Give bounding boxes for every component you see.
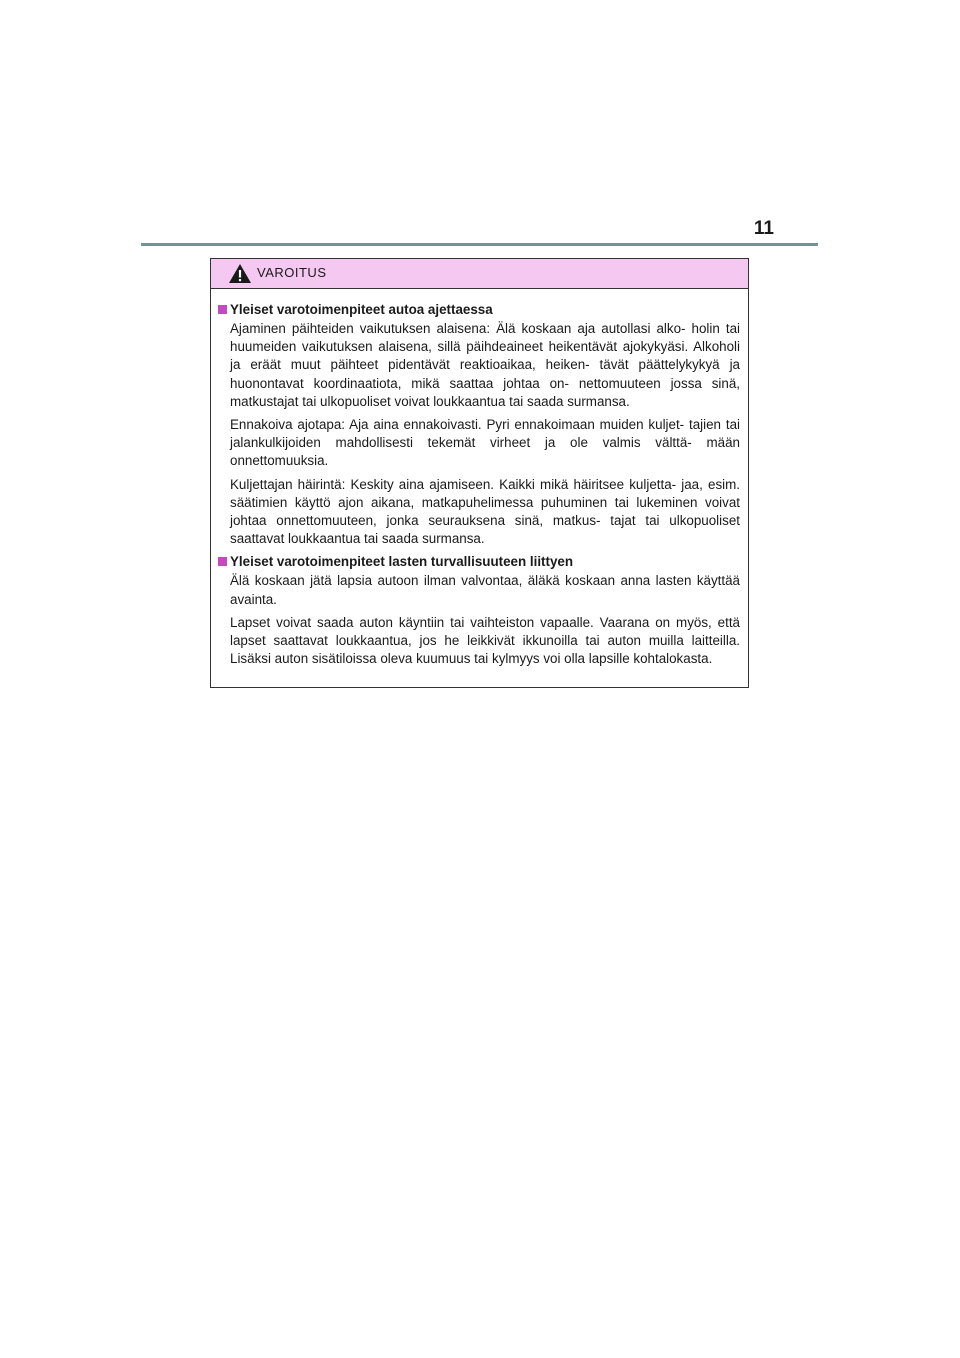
paragraph-defensive-driving: Ennakoiva ajotapa: Aja aina ennakoivasti. Pyri ennakoimaan muiden kuljet- tajien tai jalankulkijoiden mahdollisesti tekemät virheet ja ole valmis välttä- mään onnettomuuksia. bbox=[230, 417, 740, 469]
square-bullet-icon bbox=[218, 305, 227, 314]
section-heading bbox=[216, 553, 740, 571]
square-bullet-icon bbox=[218, 557, 227, 566]
section-general-driving bbox=[216, 301, 740, 548]
section-heading-text: Yleiset varotoimenpiteet autoa ajettaessa bbox=[230, 302, 493, 317]
warning-body bbox=[211, 289, 748, 687]
section-child-safety bbox=[216, 553, 740, 668]
warning-header bbox=[211, 259, 748, 289]
page-number: 11 bbox=[753, 218, 774, 239]
warning-triangle-icon bbox=[228, 263, 252, 284]
warning-title: VAROITUS bbox=[257, 265, 327, 280]
paragraph-distraction: Kuljettajan häirintä: Keskity aina ajamiseen. Kaikki mikä häiritsee kuljetta- jaa, esim. säätimien käyttö ajon aikana, matkapuhelimessa puhuminen tai lukeminen voivat johtaa onnettomuuteen, jonka seurauksena sinä, matkus- tajat tai ulkopuoliset saattavat loukkaantua tai saada surmansa. bbox=[230, 476, 740, 547]
paragraph-unattended-children: Älä koskaan jätä lapsia autoon ilman valvontaa, äläkä koskaan anna lasten käyttää avainta. bbox=[230, 573, 740, 607]
section-heading-text: Yleiset varotoimenpiteet lasten turvallisuuteen liittyen bbox=[230, 554, 574, 570]
header-rule bbox=[141, 243, 818, 246]
section-heading bbox=[216, 301, 740, 319]
paragraph-intoxication: Ajaminen päihteiden vaikutuksen alaisena: Älä koskaan aja autollasi alko- holin tai huumeiden vaikutuksen alaisena, sillä päihdeaineet heikentävät ajokykyäsi. Alkoholi ja eräät muut päihteet pidentävät reaktioaikaa, heiken- tävät päättelykykyä ja huonontavat koordinaatiota, mikä saattaa johtaa on- nettomuuteen jossa sinä, matkustajat tai ulkopuoliset voivat loukkaantua tai saada surmansa. bbox=[230, 321, 740, 409]
paragraph-child-hazards: Lapset voivat saada auton käyntiin tai vaihteiston vapaalle. Vaarana on myös, että lapset saattavat loukkaantua, jos he leikkivät ikkunoilla tai auton muilla laitteilla. Lisäksi auton sisätiloissa oleva kuumuus tai kylmyys voi olla lapsille kohtalokasta. bbox=[230, 614, 740, 667]
warning-box bbox=[210, 258, 749, 688]
